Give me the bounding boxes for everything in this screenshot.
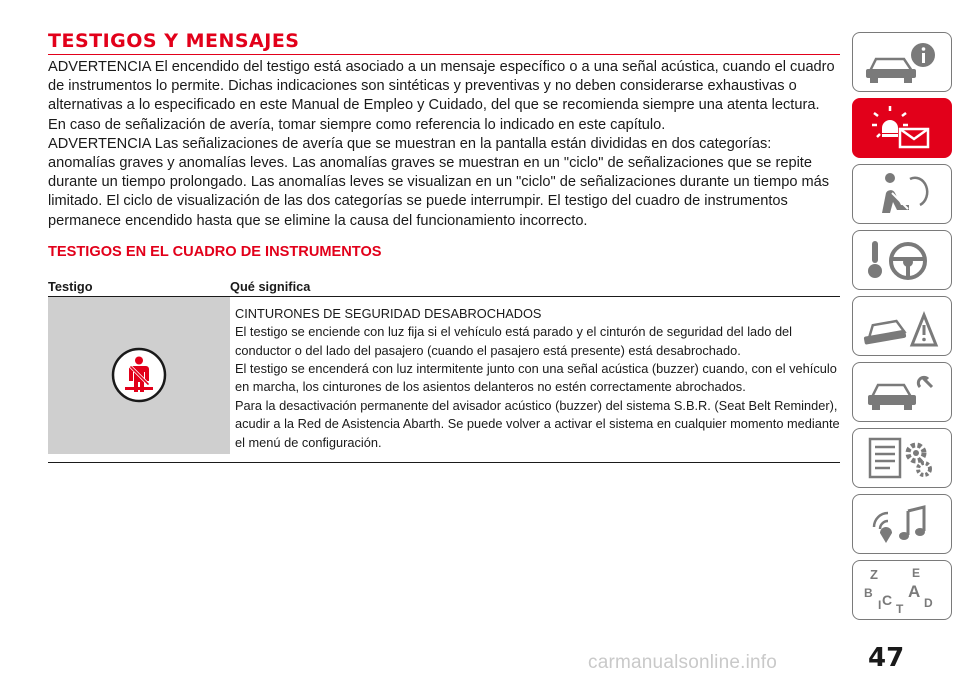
- index-letter: E: [912, 566, 921, 580]
- technical-data-icon: [860, 433, 944, 483]
- page-title: TESTIGOS Y MENSAJES: [48, 30, 840, 55]
- index-letter: Z: [870, 567, 878, 582]
- sidebar-tab-warning-lights[interactable]: [852, 98, 952, 158]
- alphabetical-index-icon: [860, 565, 944, 615]
- index-letter: I: [878, 598, 882, 612]
- index-letter: C: [882, 592, 893, 608]
- sidebar-tab-technical-data[interactable]: [852, 428, 952, 488]
- warning-paragraph-2: ADVERTENCIA Las señalizaciones de avería que se muestran en la pantalla están divididas en dos categorías: anomalías graves y anomalías leves. Las anomalías graves se muestran en un "ciclo" de señalizaciones que se repite durante un tiempo prolongado. Las anomalías leves se visualizan en un "ciclo" de señalizaciones durante un tiempo más limitado. El ciclo de visualización de las dos categorías se puede interrumpir. El testigo del cuadro de instrumentos permanece encendido hasta que se elimine la causa del funcionamiento incorrecto.: [48, 135, 830, 229]
- car-emergency-icon: [860, 301, 944, 351]
- sidebar-tab-maintenance[interactable]: [852, 362, 952, 422]
- warning-light-message-icon: [860, 103, 944, 153]
- meaning-cell: [234, 297, 840, 462]
- icon-cell: [48, 297, 230, 454]
- row-line-3: Para la desactivación permanente del avisador acústico (buzzer) del sistema S.B.R. (Seat Belt Reminder), acudir a la Red de Asistencia Abarth. Se puede volver a activar el sistema en cualquier momento mediante el menú de configuración.: [235, 397, 840, 450]
- main-content: [48, 30, 840, 463]
- chapter-sidebar: [852, 32, 952, 626]
- sidebar-tab-safety[interactable]: [852, 164, 952, 224]
- sidebar-tab-multimedia[interactable]: [852, 494, 952, 554]
- page-number: 47: [868, 643, 905, 673]
- table-row: [48, 297, 840, 463]
- sidebar-tab-emergency[interactable]: [852, 296, 952, 356]
- section-subtitle: TESTIGOS EN EL CUADRO DE INSTRUMENTOS: [48, 243, 382, 260]
- index-letter: B: [864, 586, 873, 600]
- seatbelt-warning-icon: [110, 346, 168, 404]
- car-maintenance-icon: [860, 367, 944, 417]
- row-heading: CINTURONES DE SEGURIDAD DESABROCHADOS: [235, 305, 542, 321]
- seat-safety-icon: [860, 169, 944, 219]
- warning-paragraph-1: ADVERTENCIA El encendido del testigo está asociado a un mensaje específico o a una señal acústica, cuando el cuadro de instrumentos lo permite. Dichas indicaciones son sintéticas y preventivas y no deben considerarse exhaustivas o alternativas a lo especificado en este Manual de Empleo y Cuidado, del que se recomienda siempre una atenta lectura. En caso de señalización de avería, tomar siempre como referencia lo indicado en este capítulo.: [48, 59, 835, 133]
- index-letter: D: [924, 596, 933, 610]
- index-letter: A: [908, 582, 921, 601]
- sidebar-tab-index[interactable]: [852, 560, 952, 620]
- column-header-meaning: Qué significa: [230, 278, 311, 294]
- sidebar-tab-car-info[interactable]: [852, 32, 952, 92]
- key-steering-wheel-icon: [860, 235, 944, 285]
- index-letter: T: [896, 602, 904, 615]
- column-header-testigo: Testigo: [48, 278, 93, 294]
- multimedia-icon: [860, 499, 944, 549]
- table-header: [48, 278, 840, 297]
- car-info-icon: [860, 37, 944, 87]
- sidebar-tab-starting-driving[interactable]: [852, 230, 952, 290]
- row-line-2: El testigo se encenderá con luz intermitente junto con una señal acústica (buzzer) cuando, con el vehículo en marcha, los cinturones de los asientos delanteros no estén correctamente abrochados.: [235, 361, 837, 395]
- watermark: carmanualsonline.info: [588, 652, 778, 673]
- row-line-1: El testigo se enciende con luz fija si el vehículo está parado y el cinturón de seguridad del lado del conductor o del lado del pasajero (cuando el pasajero está presente) está desabrochado.: [235, 324, 793, 358]
- warning-lights-table: [48, 278, 840, 463]
